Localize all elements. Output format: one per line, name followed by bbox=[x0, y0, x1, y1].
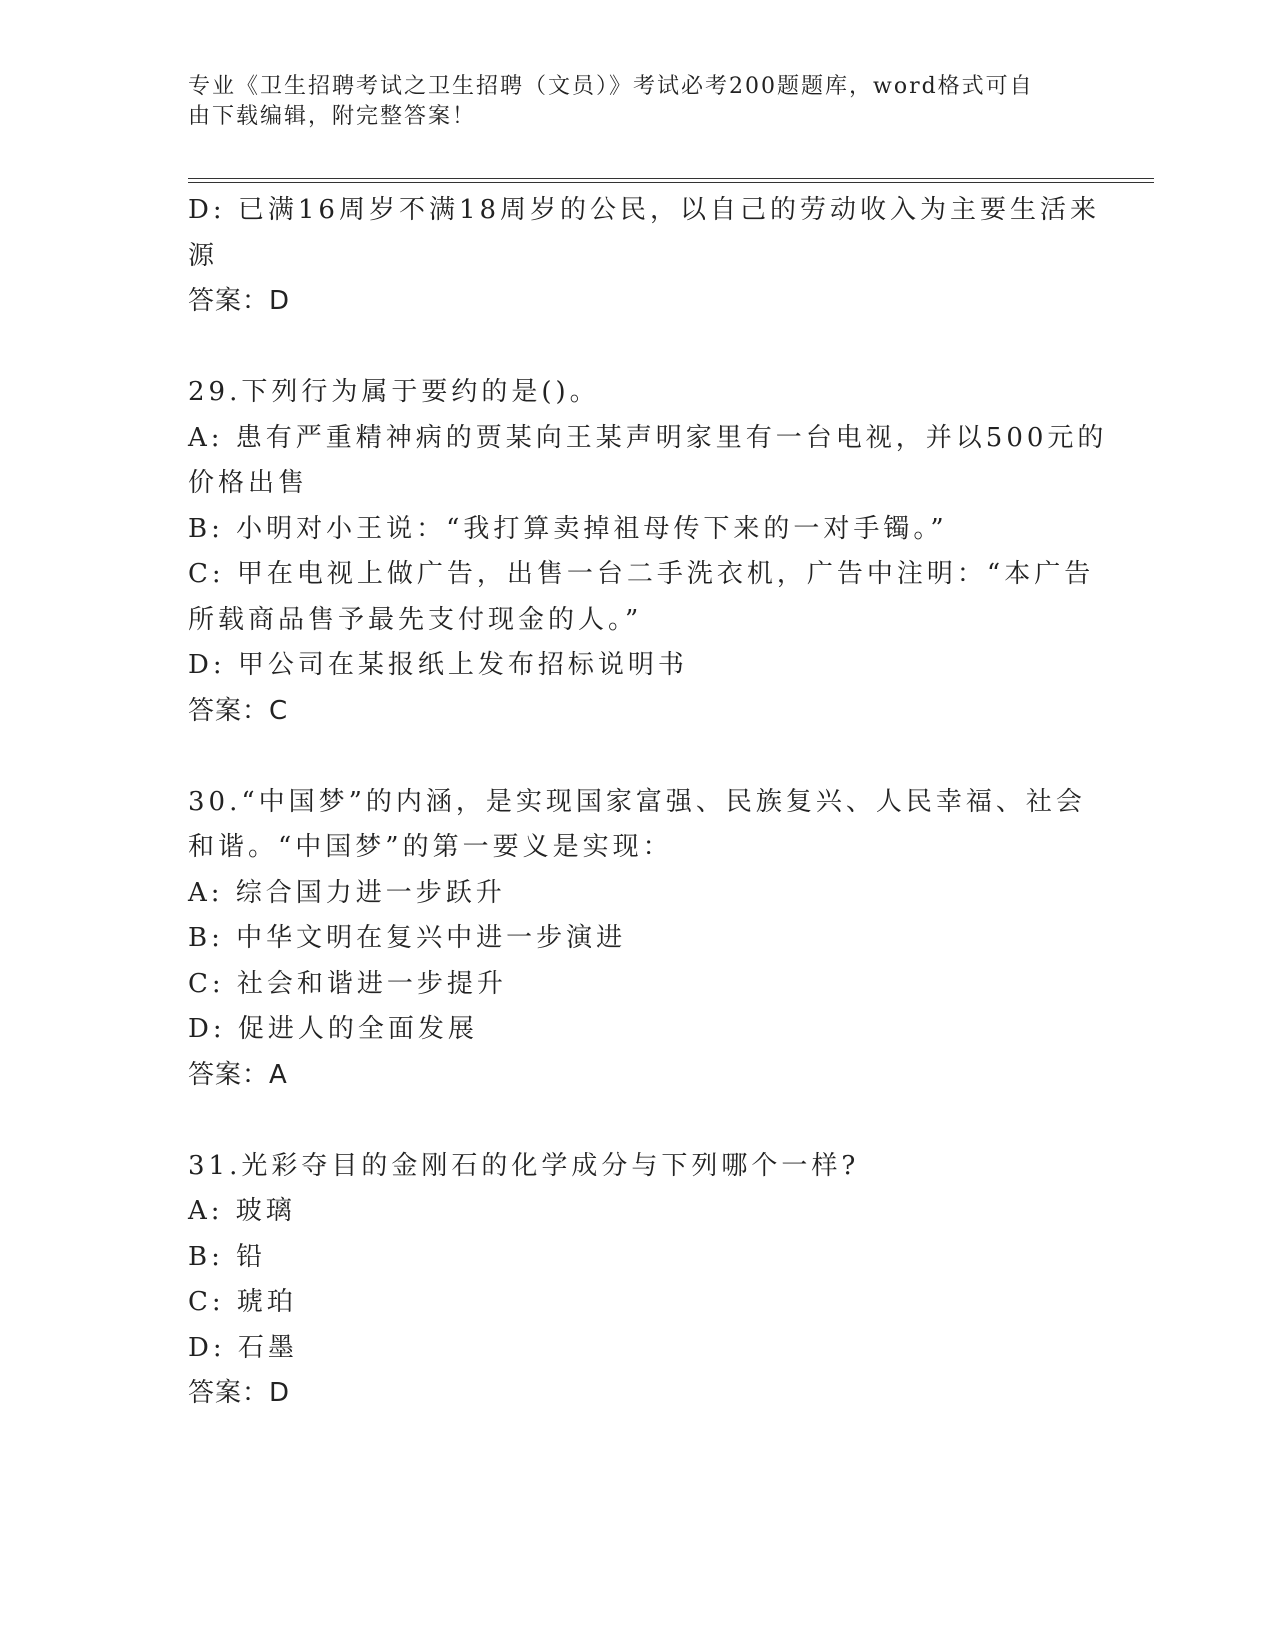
question-stem: 29.下列行为属于要约的是()。 bbox=[188, 377, 600, 407]
option-a: A: 玻璃 bbox=[188, 1196, 296, 1226]
question-stem: 31.光彩夺目的金刚石的化学成分与下列哪个一样? bbox=[188, 1150, 860, 1181]
spacer bbox=[188, 1098, 1088, 1144]
option-d: D: 甲公司在某报纸上发布招标说明书 bbox=[188, 650, 688, 680]
option-d: D: 已满16周岁不满18周岁的公民，以自己的劳动收入为主要生活来 bbox=[188, 195, 1101, 225]
option-c: C: 甲在电视上做广告，出售一台二手洗衣机，广告中注明：“本广告 bbox=[188, 559, 1095, 589]
previous-question-tail bbox=[188, 188, 1101, 325]
spacer bbox=[188, 734, 1088, 780]
header-line-2: 由下载编辑，附完整答案！ bbox=[188, 104, 477, 129]
question-stem-continued: 和谐。“中国梦”的第一要义是实现： bbox=[188, 832, 673, 862]
header-line-1: 专业《卫生招聘考试之卫生招聘（文员）》考试必考200题题库，word格式可自 bbox=[188, 74, 1034, 99]
option-c: C: 琥珀 bbox=[188, 1287, 297, 1317]
option-b: B: 小明对小王说：“我打算卖掉祖母传下来的一对手镯。” bbox=[188, 513, 948, 544]
spacer bbox=[188, 325, 1088, 371]
option-d: D: 石墨 bbox=[188, 1332, 298, 1363]
option-a: A: 综合国力进一步跃升 bbox=[188, 877, 506, 908]
page-header bbox=[188, 72, 1068, 132]
document-body bbox=[188, 188, 1108, 1417]
question-stem: 30.“中国梦”的内涵，是实现国家富强、民族复兴、人民幸福、社会 bbox=[188, 786, 1086, 817]
option-b: B: 中华文明在复兴中进一步演进 bbox=[188, 923, 627, 953]
option-a-continued: 价格出售 bbox=[188, 468, 309, 498]
option-c-continued: 所载商品售予最先支付现金的人。” bbox=[188, 604, 643, 635]
header-divider bbox=[188, 178, 1154, 183]
option-d: D: 促进人的全面发展 bbox=[188, 1014, 478, 1044]
answer-line: 答案：D bbox=[188, 286, 291, 316]
question-30 bbox=[188, 780, 1088, 1099]
option-b: B: 铅 bbox=[188, 1241, 267, 1272]
answer-line: 答案：A bbox=[188, 1059, 288, 1090]
option-d-continued: 源 bbox=[188, 240, 219, 271]
answer-line: 答案：D bbox=[188, 1378, 291, 1408]
option-a: A: 患有严重精神病的贾某向王某声明家里有一台电视，并以500元的 bbox=[188, 422, 1108, 453]
option-c: C: 社会和谐进一步提升 bbox=[188, 968, 507, 999]
question-29 bbox=[188, 370, 1108, 734]
question-31 bbox=[188, 1144, 1088, 1417]
answer-line: 答案：C bbox=[188, 695, 289, 726]
